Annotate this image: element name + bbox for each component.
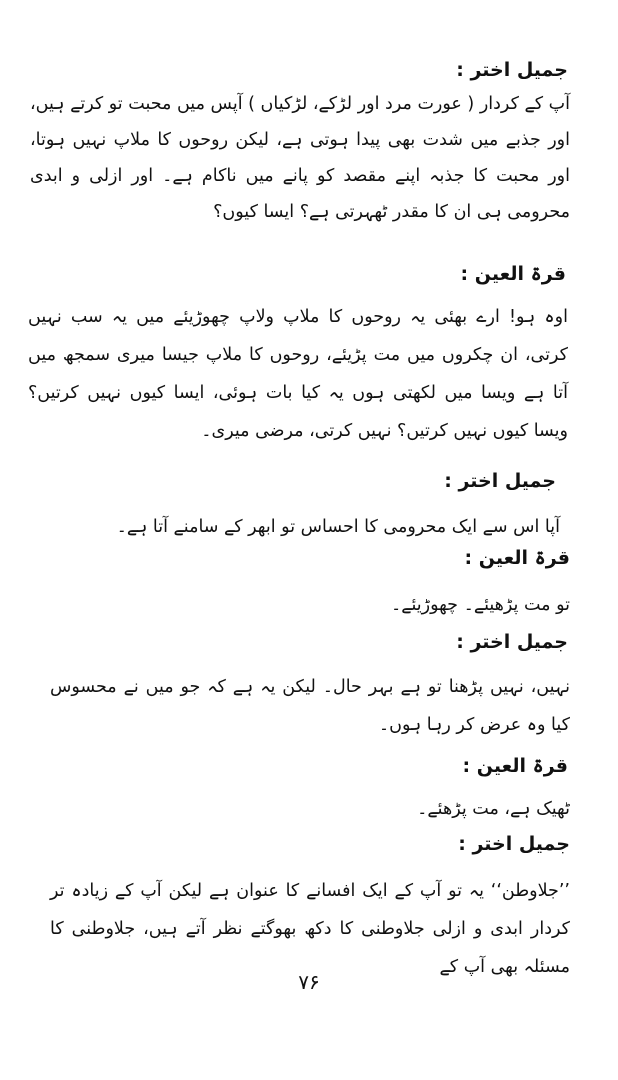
- dialogue-paragraph: نہیں، نہیں پڑھنا تو ہے بہر حال۔ لیکن یہ ہے کہ جو میں نے محسوس کیا وہ عرض کر رہا ہوں۔: [50, 677, 570, 735]
- speaker-label: قرۃ العین :: [462, 755, 568, 777]
- speaker-label: جمیل اختر :: [444, 470, 556, 492]
- dialogue-paragraph: آپ کے کردار ( عورت مرد اور لڑکے، لڑکیاں ) آپس میں محبت تو کرتے ہیں، اور جذبے میں شدت بھی پیدا ہوتی ہے، لیکن روحوں کا ملاپ نہیں ہوتا، اور محبت کا جذبہ اپنے مقصد کو پانے میں ناکام ہے۔ اور ازلی و ابدی محرومی ہی ان کا مقدر ٹھہرتی ہے؟ ایسا کیوں؟: [30, 94, 570, 222]
- speaker-label: قرۃ العین :: [460, 263, 566, 285]
- dialogue-paragraph: آپا اس سے ایک محرومی کا احساس تو ابھر کے سامنے آتا ہے۔: [116, 517, 560, 537]
- dialogue-paragraph: ’’جلاوطن‘‘ یہ تو آپ کے ایک افسانے کا عنوان ہے لیکن آپ کے زیادہ تر کردار ابدی و ازلی جلاوطنی کا دکھ بھوگتے نظر آتے ہیں، جلاوطنی کا مسئلہ بھی آپ کے: [50, 881, 570, 977]
- dialogue-paragraph: ٹھیک ہے، مت پڑھئے۔: [417, 799, 570, 819]
- speaker-label: قرۃ العین :: [464, 547, 570, 569]
- dialogue-paragraph: اوہ ہو! ارے بھئی یہ روحوں کا ملاپ ولاپ چھوڑیئے میں یہ سب نہیں کرتی، ان چکروں میں مت پڑیئے، روحوں کا ملاپ جیسا میری سمجھ میں آتا ہے ویسا میں لکھتی ہوں یہ کیا بات ہوئی، ایسا کیوں نہیں کرتیں؟ ویسا کیوں نہیں کرتیں؟ نہیں کرتی، مرضی میری۔: [28, 307, 568, 441]
- dialogue-paragraph: تو مت پڑھیئے۔ چھوڑیئے۔: [390, 595, 570, 615]
- speaker-label: جمیل اختر :: [458, 833, 570, 855]
- speaker-label: جمیل اختر :: [456, 59, 568, 81]
- page-number: ۷۶: [298, 970, 320, 994]
- speaker-label: جمیل اختر :: [456, 631, 568, 653]
